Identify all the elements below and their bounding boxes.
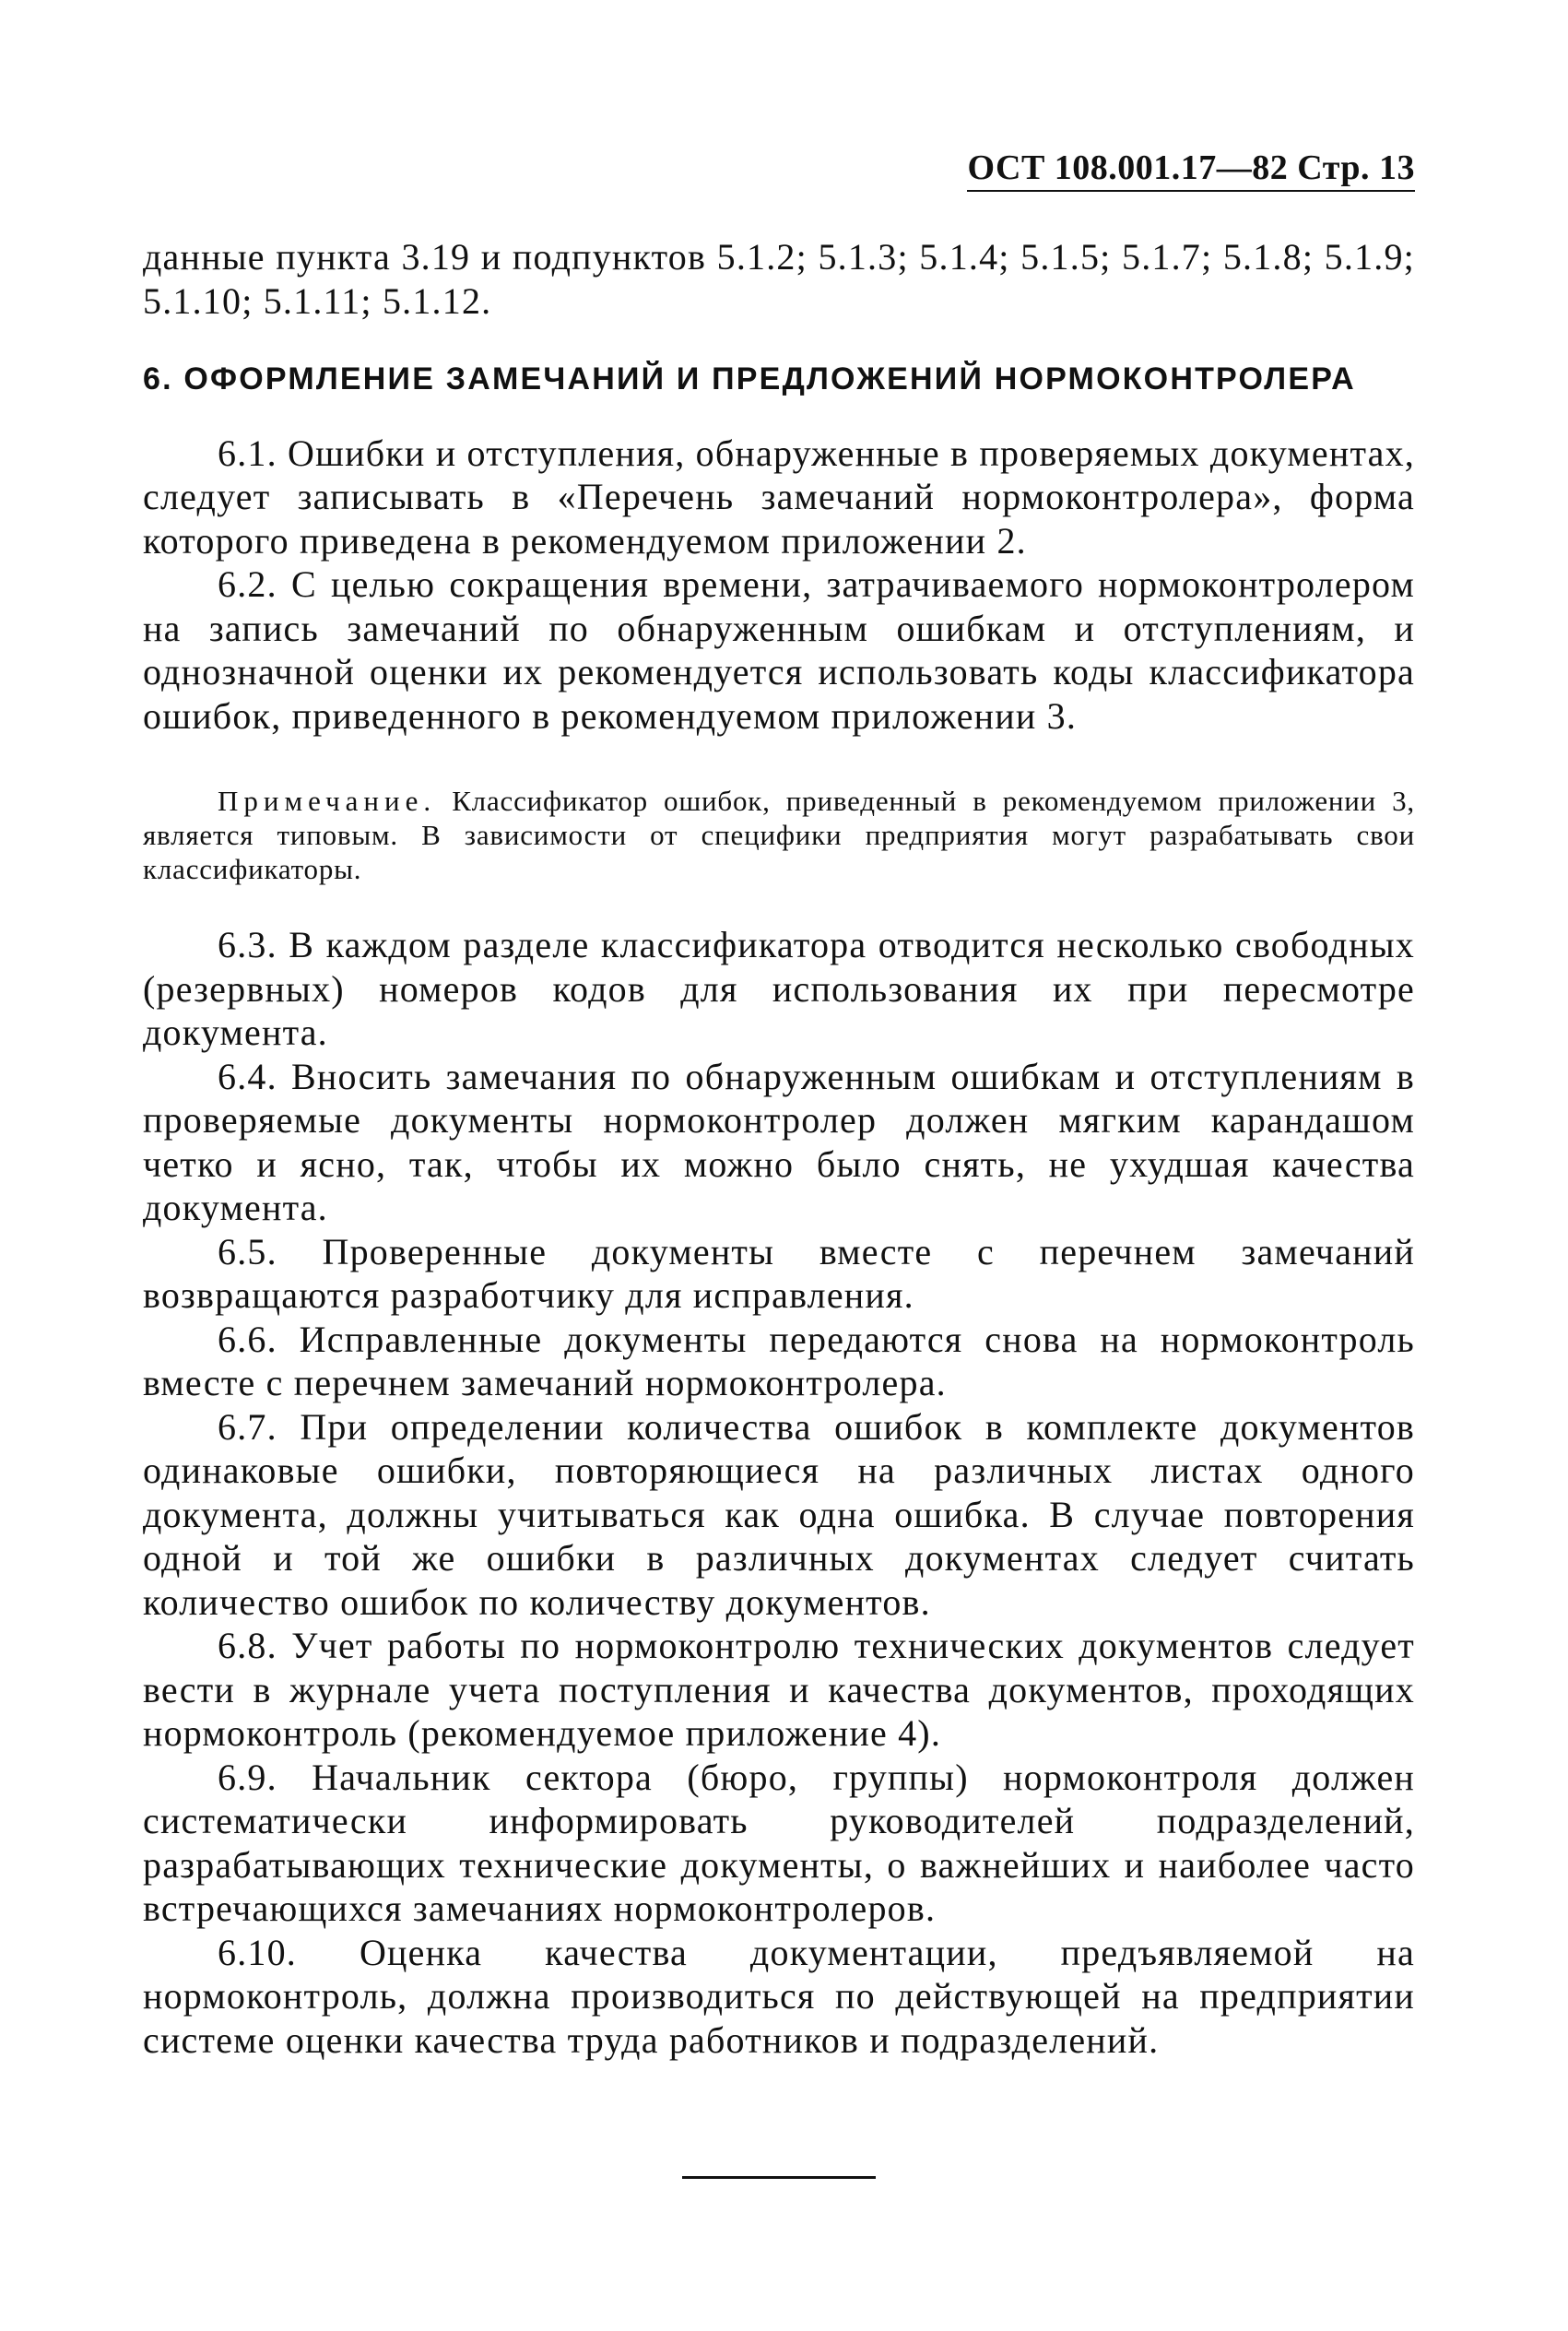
paragraph-6-9: 6.9. Начальник сектора (бюро, группы) нормоконтроля должен систематически информировать руководителей подразделений, разрабатывающих технические документы, о важнейших и наиболее часто встречающихся замечаниях нормоконтролеров. <box>143 1756 1415 1929</box>
paragraph-6-6: 6.6. Исправленные документы передаются снова на нормоконтроль вместе с перечнем замечаний нормоконтролера. <box>143 1318 1415 1403</box>
paragraph-6-8: 6.8. Учет работы по нормоконтролю технических документов следует вести в журнале учета поступления и качества документов, проходящих нормоконтроль (рекомендуемое приложение 4). <box>143 1625 1415 1754</box>
note-text: Классификатор ошибок, приведенный в рекомендуемом приложении 3, является типовым. В зависимости от специфики предприятия могут разрабатывать свои классификаторы. <box>143 785 1415 885</box>
page-header: ОСТ 108.001.17—82 Стр. 13 <box>967 148 1415 192</box>
paragraph-6-3: 6.3. В каждом разделе классификатора отводится несколько свободных (резервных) номеров кодов для использования их при пересмотре документа. <box>143 924 1415 1053</box>
paragraph-6-10: 6.10. Оценка качества документации, предъявляемой на нормоконтроль, должна производиться по действующей на предприятии системе оценки качества труда работников и подразделений. <box>143 1931 1415 2061</box>
note-label: Примечание. <box>218 785 437 817</box>
section-title: 6. ОФОРМЛЕНИЕ ЗАМЕЧАНИЙ И ПРЕДЛОЖЕНИЙ НОРМОКОНТРОЛЕРА <box>143 361 1356 396</box>
paragraph-6-7: 6.7. При определении количества ошибок в комплекте документов одинаковые ошибки, повторяющиеся на различных листах одного документа, должны учитываться как одна ошибка. В случае повторения одной и той же ошибки в различных документах следует считать количество ошибок по количеству документов. <box>143 1405 1415 1623</box>
paragraph-6-2: 6.2. С целью сокращения времени, затрачиваемого нормоконтролером на запись замечаний по обнаруженным ошибкам и отступлениям, и однозначной оценки их рекомендуется использовать коды классификатора ошибок, приведенного в рекомендуемом приложении 3. <box>143 563 1415 737</box>
document-body <box>143 235 1415 2062</box>
intro-paragraph: данные пункта 3.19 и подпунктов 5.1.2; 5.1.3; 5.1.4; 5.1.5; 5.1.7; 5.1.8; 5.1.9; 5.1.10; 5.1.11; 5.1.12. <box>143 236 1415 322</box>
end-rule <box>682 2176 876 2179</box>
note <box>143 784 1415 886</box>
paragraph-6-1: 6.1. Ошибки и отступления, обнаруженные в проверяемых документах, следует записывать в «Перечень замечаний нормоконтролера», форма которого приведена в рекомендуемом приложении 2. <box>143 432 1415 562</box>
paragraph-6-4: 6.4. Вносить замечания по обнаруженным ошибкам и отступлениям в проверяемые документы нормоконтролер должен мягким карандашом четко и ясно, так, чтобы их можно было снять, не ухудшая качества документа. <box>143 1055 1415 1228</box>
paragraph-6-5: 6.5. Проверенные документы вместе с перечнем замечаний возвращаются разработчику для исправления. <box>143 1230 1415 1316</box>
